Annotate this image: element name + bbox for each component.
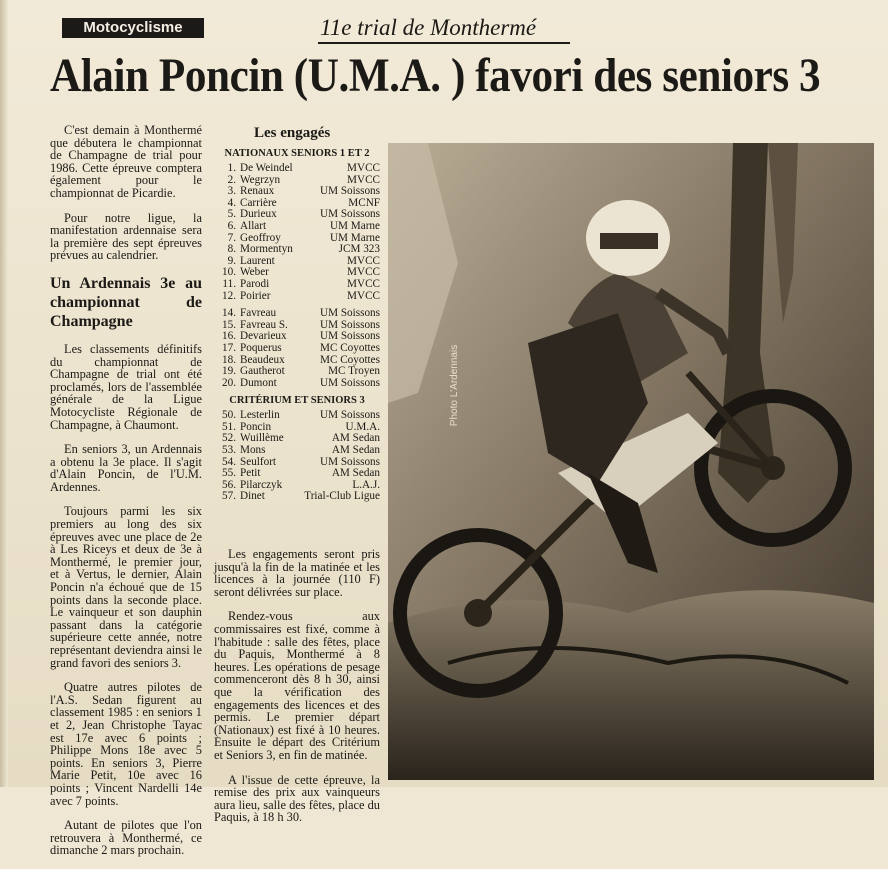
entry-club: UM Soissons bbox=[320, 330, 380, 343]
entries-column bbox=[214, 124, 380, 503]
entry-name: Gautherot bbox=[240, 365, 285, 378]
entry-name: Favreau S. bbox=[240, 318, 288, 331]
entry-row bbox=[214, 221, 380, 233]
entries-list-nationaux-2 bbox=[214, 308, 380, 389]
entry-club: AM Sedan bbox=[331, 444, 380, 457]
paragraph: Rendez-vous aux commissaires est fixé, comme à l'habitude : salle des fêtes, place du Paquis, Monthermé à 8 heures. Les opérations de pesage commenceront dès 8 h 30, ainsi que la vérification des engagements des licences et des permis. Le premier départ (Nationaux) est fixé à 10 heures. Ensuite le départ des Critérium et Seniors 3, en fin de matinée. bbox=[214, 609, 380, 762]
entry-name: Favreau bbox=[240, 307, 277, 320]
entry-name: De Weindel bbox=[240, 162, 293, 174]
entry-club: UM Soissons bbox=[320, 185, 380, 198]
entry-num: 5. bbox=[227, 208, 236, 221]
entry-num: 56. bbox=[222, 478, 236, 491]
entry-name: Weber bbox=[240, 266, 269, 279]
entry-club: MVCC bbox=[347, 277, 380, 290]
photo-illustration bbox=[388, 143, 874, 780]
entry-num: 57. bbox=[222, 490, 236, 503]
article-column-1 bbox=[50, 124, 202, 869]
paragraph: Les classements définitifs du championnat de Champagne de trial ont été proclamés, lors de l'assemblée générale de la Ligue Motocycliste Régionale de Champagne, à Chaumont. bbox=[50, 341, 202, 432]
entry-row bbox=[214, 291, 380, 303]
paragraph: Pour notre ligue, la manifestation ardennaise sera la première des sept épreuves prévues au calendrier. bbox=[50, 210, 202, 263]
entry-name: Parodi bbox=[240, 277, 270, 290]
entry-name: Durieux bbox=[240, 208, 277, 221]
entry-num: 52. bbox=[222, 432, 236, 445]
entry-club: UM Soissons bbox=[320, 318, 380, 331]
trial-rider-photo bbox=[388, 143, 874, 780]
entry-name: Petit bbox=[240, 467, 261, 480]
entry-num: 2. bbox=[227, 173, 236, 186]
entry-num: 8. bbox=[227, 243, 236, 256]
entry-club: UM Soissons bbox=[320, 376, 380, 389]
entry-num: 50. bbox=[222, 409, 236, 422]
entry-club: UM Soissons bbox=[320, 455, 380, 468]
headline: Alain Poncin (U.M.A. ) favori des seniors 3 bbox=[50, 49, 821, 102]
entry-name: Seulfort bbox=[240, 455, 277, 468]
entry-name: Wegrzyn bbox=[240, 173, 281, 186]
paragraph: C'est demain à Monthermé que débutera le championnat de Champagne de trial pour 1986. Cette épreuve comptera également pour le championnat de Picardie. bbox=[50, 123, 202, 200]
entries-list-nationaux bbox=[214, 163, 380, 302]
kicker: 11e trial de Monthermé bbox=[320, 15, 537, 40]
entry-num: 54. bbox=[222, 455, 236, 468]
entry-name: Laurent bbox=[240, 254, 275, 267]
entry-name: Dumont bbox=[240, 376, 277, 389]
photo-credit: Photo L'Ardennais bbox=[449, 344, 461, 427]
entry-name: Poquerus bbox=[240, 341, 282, 354]
entry-num: 6. bbox=[227, 219, 236, 232]
entry-club: AM Sedan bbox=[331, 467, 380, 480]
entry-club: Trial-Club Ligue bbox=[304, 490, 380, 503]
entry-num: 12. bbox=[222, 289, 236, 302]
entry-name: Beaudeux bbox=[240, 353, 285, 366]
entry-num: 10. bbox=[222, 266, 236, 279]
entry-club: UM Soissons bbox=[320, 208, 380, 221]
entry-num: 3. bbox=[227, 185, 236, 198]
entry-row bbox=[214, 343, 380, 355]
entry-num: 14. bbox=[222, 307, 236, 320]
entry-club: UM Soissons bbox=[320, 307, 380, 320]
paragraph: En seniors 3, un Ardennais a obtenu la 3e place. Il s'agit d'Alain Poncin, de l'U.M. Ardennes. bbox=[50, 442, 202, 494]
entry-num: 11. bbox=[222, 277, 236, 290]
entry-row bbox=[214, 378, 380, 390]
entry-club: MVCC bbox=[347, 162, 380, 174]
paper-fold-shadow bbox=[0, 0, 8, 787]
entry-num: 20. bbox=[222, 376, 236, 389]
entry-club: L.A.J. bbox=[352, 478, 380, 491]
article-column-2 bbox=[214, 548, 380, 836]
entry-name: Poirier bbox=[240, 289, 271, 302]
entry-name: Lesterlin bbox=[240, 409, 280, 422]
entry-club: MC Troyen bbox=[328, 365, 380, 378]
paragraph: A l'issue de cette épreuve, la remise des prix aux vainqueurs aura lieu, salle des fêtes, place du Paquis, à 18 h 30. bbox=[214, 772, 380, 825]
entry-num: 53. bbox=[222, 444, 236, 457]
entry-club: JCM 323 bbox=[338, 243, 380, 256]
entry-name: Allart bbox=[240, 219, 267, 232]
entry-num: 4. bbox=[227, 196, 236, 209]
entry-num: 19. bbox=[222, 365, 236, 378]
paragraph: Autant de pilotes que l'on retrouvera à Monthermé, ce dimanche 2 mars prochain. bbox=[50, 818, 202, 858]
entry-row bbox=[214, 163, 380, 175]
entry-name: Mons bbox=[240, 444, 266, 457]
entry-club: MVCC bbox=[347, 173, 380, 186]
paragraph: Toujours parmi les six premiers au long des six épreuves avec une place de 2e à Les Riceys et deux de 3e à Monthermé, le premier jour, et à Vertus, le dernier, Alain Poncin n'a échoué que de 15 points dans la seconde place. Le vainqueur et son dauphin passant dans la catégorie supérieure cette année, notre représentant deviendra ainsi le grand favori des seniors 3. bbox=[50, 504, 202, 670]
entry-row bbox=[214, 308, 380, 320]
entry-club: UM Soissons bbox=[320, 409, 380, 422]
entry-name: Pilarczyk bbox=[240, 478, 283, 491]
entry-name: Renaux bbox=[240, 185, 275, 198]
entry-club: MVCC bbox=[347, 254, 380, 267]
entry-num: 18. bbox=[222, 353, 236, 366]
entry-row bbox=[214, 366, 380, 378]
entry-row bbox=[214, 244, 380, 256]
paragraph: Les engagements seront pris jusqu'à la fin de la matinée et les licences à la journée (110 F) seront délivrées sur place. bbox=[214, 547, 380, 599]
entry-club: MCNF bbox=[348, 196, 380, 209]
entry-num: 15. bbox=[222, 318, 236, 331]
paragraph: Quatre autres pilotes de l'A.S. Sedan figurent au classement 1985 : en seniors 1 et 2, Jean Christophe Tayac est 17e avec 6 points ; Philippe Mons 18e avec 5 points. En seniors 3, Pierre Marie Petit, 10e avec 16 points ; Vincent Nardelli 14e avec 7 points. bbox=[50, 680, 202, 808]
section-rubric: Motocyclisme bbox=[62, 18, 204, 38]
entry-club: UM Marne bbox=[329, 219, 380, 232]
entry-num: 55. bbox=[222, 467, 236, 480]
entry-name: Mormentyn bbox=[240, 243, 293, 256]
entry-name: Dinet bbox=[240, 490, 265, 503]
entry-club: MVCC bbox=[347, 289, 380, 302]
entry-num: 16. bbox=[222, 330, 236, 343]
entry-row bbox=[214, 279, 380, 291]
entry-row bbox=[214, 491, 380, 503]
entry-club: AM Sedan bbox=[331, 432, 380, 445]
entry-num: 1. bbox=[227, 162, 236, 174]
entries-title: Les engagés bbox=[254, 125, 331, 141]
entry-club: MC Coyottes bbox=[320, 353, 380, 366]
entries-list-criterium bbox=[214, 410, 380, 503]
entry-row bbox=[214, 445, 380, 457]
entry-club: MC Coyottes bbox=[320, 341, 380, 354]
entry-club: U.M.A. bbox=[345, 420, 380, 433]
category-heading: CRITÉRIUM ET SENIORS 3 bbox=[229, 395, 365, 407]
kicker-underline bbox=[318, 42, 570, 44]
entry-num: 51. bbox=[222, 420, 236, 433]
entry-club: MVCC bbox=[347, 266, 380, 279]
entry-name: Wuillème bbox=[240, 432, 284, 445]
entry-name: Carrière bbox=[240, 196, 277, 209]
subheading: Un Ardennais 3e au championnat de Champagne bbox=[50, 274, 202, 330]
entry-club: UM Marne bbox=[329, 231, 380, 244]
entry-name: Devarieux bbox=[240, 330, 287, 343]
entry-num: 17. bbox=[222, 341, 236, 354]
category-heading: NATIONAUX SENIORS 1 ET 2 bbox=[224, 148, 370, 159]
entry-num: 7. bbox=[227, 231, 236, 244]
entry-num: 9. bbox=[227, 254, 236, 267]
entry-name: Poncin bbox=[240, 420, 272, 433]
entry-name: Geoffroy bbox=[240, 231, 281, 244]
